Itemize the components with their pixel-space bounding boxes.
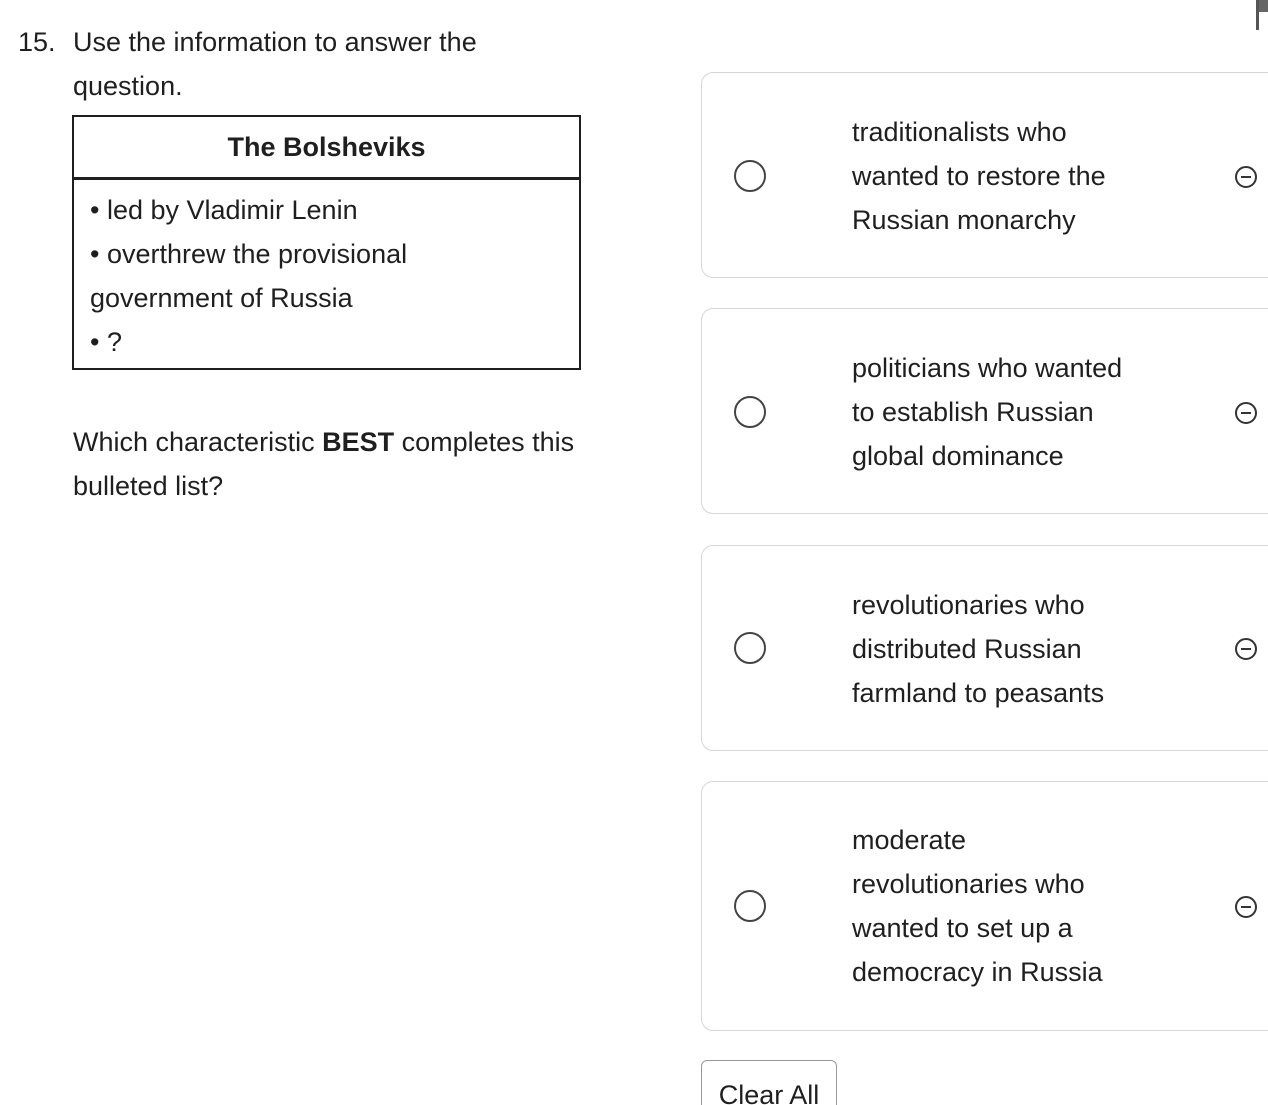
flag-icon[interactable] bbox=[1256, 0, 1268, 30]
question-stem: Use the information to answer the question. bbox=[73, 27, 477, 101]
prompt-text-after: completes this bulleted list? bbox=[73, 427, 575, 501]
eliminate-choice-icon[interactable] bbox=[1235, 402, 1257, 424]
info-line: • ? bbox=[90, 327, 122, 357]
option-line: wanted to restore the bbox=[852, 161, 1106, 191]
prompt-text-before: Which characteristic bbox=[73, 427, 323, 457]
option-line: traditionalists who bbox=[852, 117, 1067, 147]
option-text bbox=[852, 818, 1182, 994]
radio-button-icon[interactable] bbox=[734, 160, 766, 192]
radio-button-icon[interactable] bbox=[734, 632, 766, 664]
answer-option-d[interactable] bbox=[701, 781, 1268, 1031]
eliminate-choice-icon[interactable] bbox=[1235, 896, 1257, 918]
option-line: revolutionaries who bbox=[852, 590, 1085, 620]
question-number: 15. bbox=[18, 27, 56, 57]
option-line: global dominance bbox=[852, 441, 1064, 471]
option-line: distributed Russian bbox=[852, 634, 1082, 664]
option-line: politicians who wanted bbox=[852, 353, 1123, 383]
answer-option-b[interactable] bbox=[701, 308, 1268, 514]
clear-all-button[interactable]: Clear All bbox=[701, 1060, 837, 1105]
info-table-body bbox=[74, 180, 579, 364]
info-line: • led by Vladimir Lenin bbox=[90, 195, 358, 225]
flag-cloth bbox=[1259, 0, 1268, 12]
eliminate-choice-icon[interactable] bbox=[1235, 638, 1257, 660]
info-line: government of Russia bbox=[90, 283, 353, 313]
radio-button-icon[interactable] bbox=[734, 890, 766, 922]
eliminate-choice-icon[interactable] bbox=[1235, 166, 1257, 188]
option-text bbox=[852, 583, 1182, 715]
prompt-emphasis: BEST bbox=[322, 427, 395, 457]
radio-button-icon[interactable] bbox=[734, 396, 766, 428]
option-line: democracy in Russia bbox=[852, 957, 1103, 987]
option-line: moderate bbox=[852, 825, 967, 855]
info-table bbox=[72, 115, 581, 370]
option-line: farmland to peasants bbox=[852, 678, 1105, 708]
info-line: • overthrew the provisional bbox=[90, 239, 408, 269]
answer-option-a[interactable] bbox=[701, 72, 1268, 278]
option-text bbox=[852, 346, 1182, 478]
answer-option-c[interactable] bbox=[701, 545, 1268, 751]
option-line: wanted to set up a bbox=[852, 913, 1073, 943]
option-line: to establish Russian bbox=[852, 397, 1094, 427]
question-prompt bbox=[73, 420, 633, 508]
option-text bbox=[852, 110, 1182, 242]
option-line: revolutionaries who bbox=[852, 869, 1085, 899]
info-table-title: The Bolsheviks bbox=[74, 117, 579, 180]
option-line: Russian monarchy bbox=[852, 205, 1076, 235]
